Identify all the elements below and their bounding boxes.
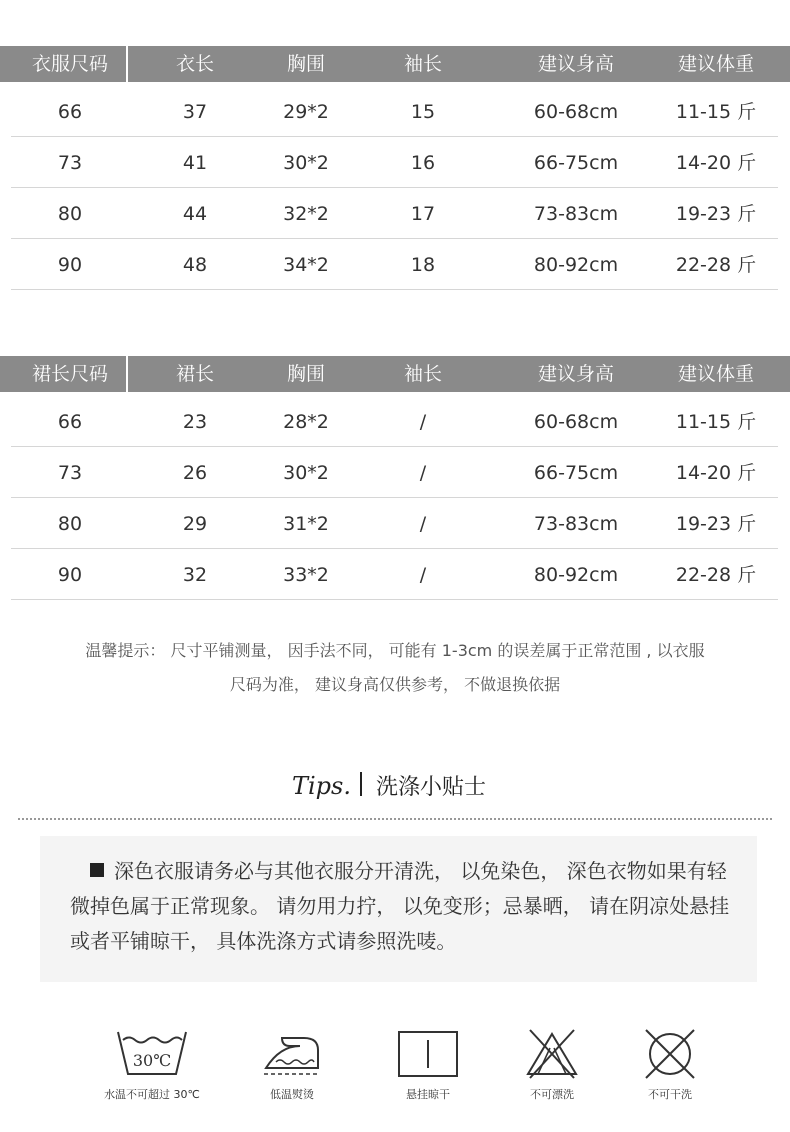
cell-sleeve: / — [419, 563, 427, 586]
care-item-wash — [92, 1028, 212, 1102]
care-item-iron — [242, 1028, 342, 1102]
cell-weight: 14-20 斤 — [675, 461, 757, 484]
washing-tips-box — [40, 836, 757, 982]
header-weight: 建议体重 — [677, 363, 755, 385]
header-height: 建议身高 — [537, 363, 615, 385]
size-tip — [40, 634, 750, 702]
cell-chest: 34*2 — [283, 253, 329, 276]
care-label: 不可漂洗 — [530, 1088, 574, 1101]
cell-sleeve: / — [419, 461, 427, 484]
table-row — [0, 447, 790, 498]
cell-chest: 30*2 — [283, 461, 329, 484]
table-row — [0, 188, 790, 239]
table-header — [0, 356, 790, 392]
washing-tips-text — [70, 854, 730, 959]
header-length: 裙长 — [175, 363, 215, 385]
cell-length: 48 — [182, 253, 208, 276]
tips-title: 洗涤小贴士 — [376, 775, 487, 800]
cell-length: 29 — [182, 512, 208, 535]
dotted-divider — [18, 818, 772, 820]
heading-divider — [360, 772, 362, 796]
cell-length: 23 — [182, 410, 208, 433]
care-label: 低温熨烫 — [270, 1088, 314, 1101]
care-label: 不可干洗 — [648, 1088, 692, 1101]
no-bleach-icon — [524, 1028, 580, 1080]
cell-chest: 32*2 — [283, 202, 329, 225]
cell-height: 60-68cm — [533, 410, 619, 433]
cell-size: 80 — [57, 512, 83, 535]
cell-chest: 29*2 — [283, 100, 329, 123]
bullet-square-icon — [90, 863, 104, 877]
header-height: 建议身高 — [537, 53, 615, 75]
size-table-skirt — [0, 356, 790, 600]
washing-tips-heading — [0, 764, 790, 804]
cell-weight: 19-23 斤 — [675, 202, 757, 225]
table-row — [0, 396, 790, 447]
no-dry-clean-icon — [642, 1028, 698, 1080]
table-row — [0, 549, 790, 600]
cell-weight: 22-28 斤 — [675, 563, 757, 586]
cell-size: 73 — [57, 151, 83, 174]
care-item-bleach — [502, 1028, 602, 1102]
cell-size: 80 — [57, 202, 83, 225]
header-sleeve: 袖长 — [403, 363, 443, 385]
table-body — [0, 396, 790, 600]
header-weight: 建议体重 — [677, 53, 755, 75]
cell-length: 41 — [182, 151, 208, 174]
cell-size: 66 — [57, 410, 83, 433]
table-body — [0, 86, 790, 290]
cell-chest: 30*2 — [283, 151, 329, 174]
cell-height: 66-75cm — [533, 461, 619, 484]
cell-weight: 22-28 斤 — [675, 253, 757, 276]
cell-height: 73-83cm — [533, 512, 619, 535]
cell-sleeve: 18 — [410, 253, 436, 276]
wash-30-icon — [114, 1028, 190, 1080]
cell-sleeve: / — [419, 512, 427, 535]
cell-sleeve: / — [419, 410, 427, 433]
cell-weight: 11-15 斤 — [675, 100, 757, 123]
size-tip-line2: 尺码为准， 建议身高仅供参考， 不做退换依据 — [229, 675, 561, 694]
care-label: 悬挂晾干 — [406, 1088, 450, 1101]
table-row — [0, 239, 790, 290]
header-chest: 胸围 — [286, 53, 326, 75]
header-divider — [126, 46, 128, 82]
care-item-dryclean — [620, 1028, 720, 1102]
table-row — [0, 498, 790, 549]
cell-length: 32 — [182, 563, 208, 586]
cell-size: 73 — [57, 461, 83, 484]
header-size: 裙长尺码 — [31, 363, 109, 385]
size-tip-line1: 温馨提示： 尺寸平铺测量， 因手法不同， 可能有 1-3cm 的误差属于正常范围 , 以衣服 — [85, 641, 705, 660]
cell-size: 90 — [57, 253, 83, 276]
cell-size: 90 — [57, 563, 83, 586]
cell-length: 44 — [182, 202, 208, 225]
table-header — [0, 46, 790, 82]
size-table-tops — [0, 46, 790, 290]
care-label: 水温不可超过 30℃ — [104, 1088, 200, 1101]
cell-sleeve: 16 — [410, 151, 436, 174]
iron-low-icon — [260, 1028, 324, 1080]
header-sleeve: 袖长 — [403, 53, 443, 75]
header-size: 衣服尺码 — [31, 53, 109, 75]
cell-chest: 31*2 — [283, 512, 329, 535]
table-row — [0, 86, 790, 137]
header-divider — [126, 356, 128, 392]
cell-height: 80-92cm — [533, 253, 619, 276]
wash-temp-text: 30℃ — [132, 1051, 172, 1070]
cell-height: 66-75cm — [533, 151, 619, 174]
cell-chest: 33*2 — [283, 563, 329, 586]
table-row — [0, 137, 790, 188]
header-chest: 胸围 — [286, 363, 326, 385]
washing-tips-body: 深色衣服请务必与其他衣服分开清洗， 以免染色， 深色衣物如果有轻微掉色属于正常现象。 请勿用力拧， 以免变形；忌暴晒， 请在阴凉处悬挂或者平铺晾干， 具体洗涤方式请参照洗唛。 — [70, 859, 730, 953]
hang-dry-icon — [397, 1028, 459, 1080]
cell-sleeve: 17 — [410, 202, 436, 225]
cell-height: 73-83cm — [533, 202, 619, 225]
tips-script-logo: Tips. — [292, 772, 351, 800]
cell-height: 80-92cm — [533, 563, 619, 586]
care-item-hang — [378, 1028, 478, 1102]
cell-length: 37 — [182, 100, 208, 123]
cell-weight: 14-20 斤 — [675, 151, 757, 174]
cell-weight: 19-23 斤 — [675, 512, 757, 535]
cell-weight: 11-15 斤 — [675, 410, 757, 433]
cell-size: 66 — [57, 100, 83, 123]
cell-length: 26 — [182, 461, 208, 484]
cell-height: 60-68cm — [533, 100, 619, 123]
cell-chest: 28*2 — [283, 410, 329, 433]
header-length: 衣长 — [175, 53, 215, 75]
cell-sleeve: 15 — [410, 100, 436, 123]
